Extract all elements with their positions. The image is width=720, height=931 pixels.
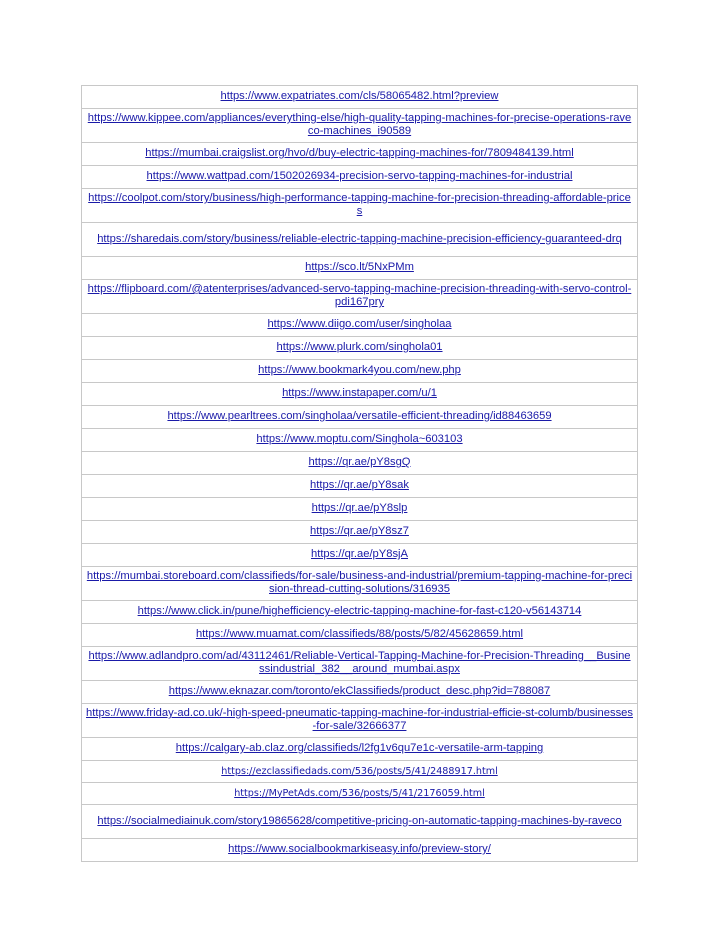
link[interactable]: https://sco.lt/5NxPMm [305,261,414,273]
link-cell [82,86,638,109]
link[interactable]: https://www.expatriates.com/cls/58065482.html?preview [220,90,499,102]
link-cell [82,601,638,624]
link-table [81,85,638,862]
link-cell [82,109,638,143]
table-row [82,166,638,189]
table-row [82,360,638,383]
link-cell [82,360,638,383]
link[interactable]: https://www.pearltrees.com/singholaa/versatile-efficient-threading/id88463659 [167,410,552,422]
link-cell [82,280,638,314]
table-row [82,475,638,498]
link[interactable]: https://www.instapaper.com/u/1 [282,387,437,399]
link[interactable]: https://www.click.in/pune/highefficiency-electric-tapping-machine-for-fast-c120-v56143714 [137,605,582,617]
table-row [82,738,638,761]
table-row [82,86,638,109]
link-cell [82,544,638,567]
link[interactable]: https://mumbai.craigslist.org/hvo/d/buy-electric-tapping-machines-for/7809484139.html [145,147,574,159]
table-row [82,498,638,521]
table-row [82,143,638,166]
link[interactable]: https://socialmediainuk.com/story19865628/competitive-pricing-on-automatic-tapping-machines-by-raveco [97,814,622,827]
link-cell [82,647,638,681]
link[interactable]: https://MyPetAds.com/536/posts/5/41/2176059.html [234,787,485,799]
link-cell [82,498,638,521]
link-cell [82,783,638,805]
link-cell [82,839,638,862]
link-cell [82,429,638,452]
link-cell [82,521,638,544]
link[interactable]: https://www.friday-ad.co.uk/-high-speed-pneumatic-tapping-machine-for-industrial-efficie-st-columb/businesses-for-sale/32666377 [86,707,633,732]
link-cell [82,337,638,360]
link[interactable]: https://www.kippee.com/appliances/everything-else/high-quality-tapping-machines-for-precise-operations-raveco-machines_i90589 [87,112,632,137]
link[interactable]: https://www.diigo.com/user/singholaa [267,318,452,330]
table-row [82,109,638,143]
table-row [82,337,638,360]
link-cell [82,257,638,280]
link[interactable]: https://www.plurk.com/singhola01 [276,341,443,353]
table-row [82,314,638,337]
table-row [82,704,638,738]
link-cell [82,805,638,839]
link[interactable]: https://www.socialbookmarkiseasy.info/preview-story/ [228,843,491,855]
table-row [82,601,638,624]
link[interactable]: https://sharedais.com/story/business/reliable-electric-tapping-machine-precision-efficiency-guaranteed-drq [97,232,622,245]
link[interactable]: https://ezclassifiedads.com/536/posts/5/41/2488917.html [221,765,498,777]
table-row [82,805,638,839]
link-cell [82,567,638,601]
link[interactable]: https://calgary-ab.claz.org/classifieds/l2fg1v6qu7e1c-versatile-arm-tapping [175,742,544,754]
link-cell [82,314,638,337]
link[interactable]: https://qr.ae/pY8sak [310,479,409,491]
table-row [82,647,638,681]
link-cell [82,189,638,223]
table-row [82,681,638,704]
link-cell [82,223,638,257]
table-row [82,761,638,783]
table-row [82,521,638,544]
link[interactable]: https://www.muamat.com/classifieds/88/posts/5/82/45628659.html [195,628,524,640]
link[interactable]: https://flipboard.com/@atenterprises/advanced-servo-tapping-machine-precision-threading-with-servo-control-pdi167pry [87,283,632,308]
link[interactable]: https://qr.ae/pY8sjA [310,548,409,560]
table-row [82,839,638,862]
link-cell [82,475,638,498]
link-table-body [82,86,638,862]
link-cell [82,738,638,761]
link-cell [82,143,638,166]
table-row [82,189,638,223]
table-row [82,429,638,452]
table-row [82,624,638,647]
link-cell [82,624,638,647]
link-cell [82,761,638,783]
link[interactable]: https://www.adlandpro.com/ad/43112461/Reliable-Vertical-Tapping-Machine-for-Precision-Threading__Businessindustrial_382__around_mumbai.aspx [88,650,631,675]
link-cell [82,406,638,429]
link-cell [82,452,638,475]
link-cell [82,704,638,738]
link[interactable]: https://www.wattpad.com/1502026934-precision-servo-tapping-machines-for-industrial [146,170,573,182]
link[interactable]: https://coolpot.com/story/business/high-performance-tapping-machine-for-precision-threading-affordable-prices [88,192,631,217]
link-cell [82,681,638,704]
link[interactable]: https://www.moptu.com/Singhola~603103 [256,433,463,445]
table-row [82,567,638,601]
table-row [82,383,638,406]
table-row [82,783,638,805]
link[interactable]: https://www.bookmark4you.com/new.php [258,364,461,376]
link[interactable]: https://qr.ae/pY8sz7 [310,525,409,537]
table-row [82,223,638,257]
link[interactable]: https://www.eknazar.com/toronto/ekClassifieds/product_desc.php?id=788087 [168,685,551,697]
link-cell [82,383,638,406]
table-row [82,257,638,280]
link-cell [82,166,638,189]
table-row [82,280,638,314]
link[interactable]: https://qr.ae/pY8slp [311,502,408,514]
table-row [82,544,638,567]
table-row [82,406,638,429]
link[interactable]: https://mumbai.storeboard.com/classifieds/for-sale/business-and-industrial/premium-tapping-machine-for-precision-thread-cutting-solutions/316935 [86,570,633,595]
table-row [82,452,638,475]
link[interactable]: https://qr.ae/pY8sgQ [308,456,411,468]
